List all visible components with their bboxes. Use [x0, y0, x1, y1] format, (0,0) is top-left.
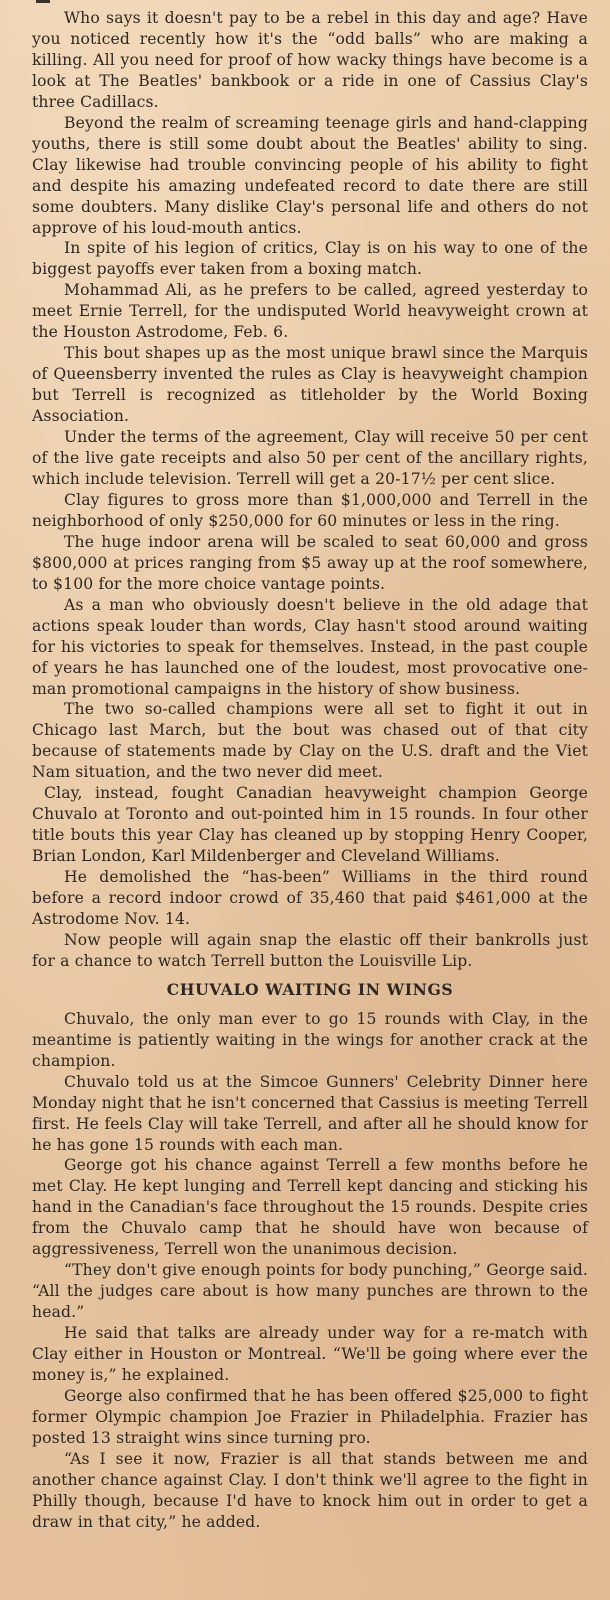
- article-paragraph: George got his chance against Terrell a few months before he met Clay. He kept lunging and Terrell kept dancing and sticking his hand in the Canadian's face throughout the 15 rounds. Despite cries from the Chuvalo camp that he should have won because of aggressiveness, Terrell won the unanimous decision.: [32, 1156, 588, 1259]
- article-paragraph: This bout shapes up as the most unique brawl since the Marquis of Queensberry invented the rules as Clay is heavyweight champion but Terrell is recognized as titleholder by the World Boxing Association.: [32, 344, 588, 426]
- article-paragraph: As a man who obviously doesn't believe in the old adage that actions speak louder than words, Clay hasn't stood around waiting for his victories to speak for themselves. Instead, in the past couple of years he has launched one of the loudest, most provocative one-man promotional campaigns in the history of show business.: [32, 595, 588, 698]
- article-paragraph: He said that talks are already under way for a re-match with Clay either in Houston or Montreal. “We'll be going where ever the money is,” he explained.: [32, 1324, 588, 1384]
- article-paragraph: “As I see it now, Frazier is all that stands between me and another chance against Clay. I don't think we'll agree to the fight in Philly though, because I'd have to knock him out in order to get a draw in that city,” he added.: [32, 1449, 588, 1531]
- article-paragraph: “They don't give enough points for body punching,” George said. “All the judges care about is how many punches are thrown to the head.”: [32, 1261, 588, 1322]
- article-paragraph: Chuvalo, the only man ever to go 15 rounds with Clay, in the meantime is patiently waiting in the wings for another crack at the champion.: [32, 1009, 588, 1070]
- article-body: [32, 8, 588, 1533]
- article-paragraph: He demolished the “has-been” Williams in the third round before a record indoor crowd of 35,460 that paid $461,000 at the Astrodome Nov. 14.: [32, 868, 588, 928]
- article-paragraph: Who says it doesn't pay to be a rebel in this day and age? Have you noticed recently how it's the “odd balls” who are making a killing. All you need for proof of how wacky things have become is a look at The Beatles' bankbook or a ride in one of Cassius Clay's three Cadillacs.: [32, 9, 588, 111]
- article-paragraph: Chuvalo told us at the Simcoe Gunners' Celebrity Dinner here Monday night that he isn't concerned that Cassius is meeting Terrell first. He feels Clay will take Terrell, and after all he should know for he has gone 15 rounds with each man.: [32, 1072, 588, 1154]
- article-paragraph: Now people will again snap the elastic off their bankrolls just for a chance to watch Terrell button the Louisville Lip.: [32, 930, 588, 970]
- article-paragraph: In spite of his legion of critics, Clay is on his way to one of the biggest payoffs ever taken from a boxing match.: [32, 239, 588, 279]
- article-paragraph: George also confirmed that he has been offered $25,000 to fight former Olympic champion Joe Frazier in Philadelphia. Frazier has posted 13 straight wins since turning pro.: [32, 1386, 588, 1447]
- clipping-edge-mark: [36, 0, 50, 3]
- section-subhead: CHUVALO WAITING IN WINGS: [166, 979, 454, 999]
- article-paragraph: Under the terms of the agreement, Clay will receive 50 per cent of the live gate receipts and also 50 per cent of the ancillary rights, which include television. Terrell will get a 20-17½ per cent slice.: [32, 428, 588, 488]
- article-paragraph: The huge indoor arena will be scaled to seat 60,000 and gross $800,000 at prices ranging from $5 away up at the roof somewhere, to $100 for the more choice vantage points.: [32, 532, 588, 593]
- article-paragraph: Clay figures to gross more than $1,000,000 and Terrell in the neighborhood of only $250,000 for 60 minutes or less in the ring.: [32, 490, 588, 530]
- article-paragraph: Beyond the realm of screaming teenage girls and hand-clapping youths, there is still some doubt about the Beatles' ability to sing. Clay likewise had trouble convincing people of his ability to fight and despite his amazing undefeated record to date there are still some doubters. Many dislike Clay's personal life and others do not approve of his loud-mouth antics.: [32, 113, 588, 237]
- article-paragraph: Clay, instead, fought Canadian heavyweight champion George Chuvalo at Toronto and out-pointed him in 15 rounds. In four other title bouts this year Clay has cleaned up by stopping Henry Cooper, Brian London, Karl Mildenberger and Cleveland Williams.: [32, 784, 588, 866]
- article-paragraph: The two so-called champions were all set to fight it out in Chicago last March, but the bout was chased out of that city because of statements made by Clay on the U.S. draft and the Viet Nam situation, and the two never did meet.: [32, 700, 588, 782]
- article-paragraph: Mohammad Ali, as he prefers to be called, agreed yesterday to meet Ernie Terrell, for the undisputed World heavyweight crown at the Houston Astrodome, Feb. 6.: [32, 281, 588, 342]
